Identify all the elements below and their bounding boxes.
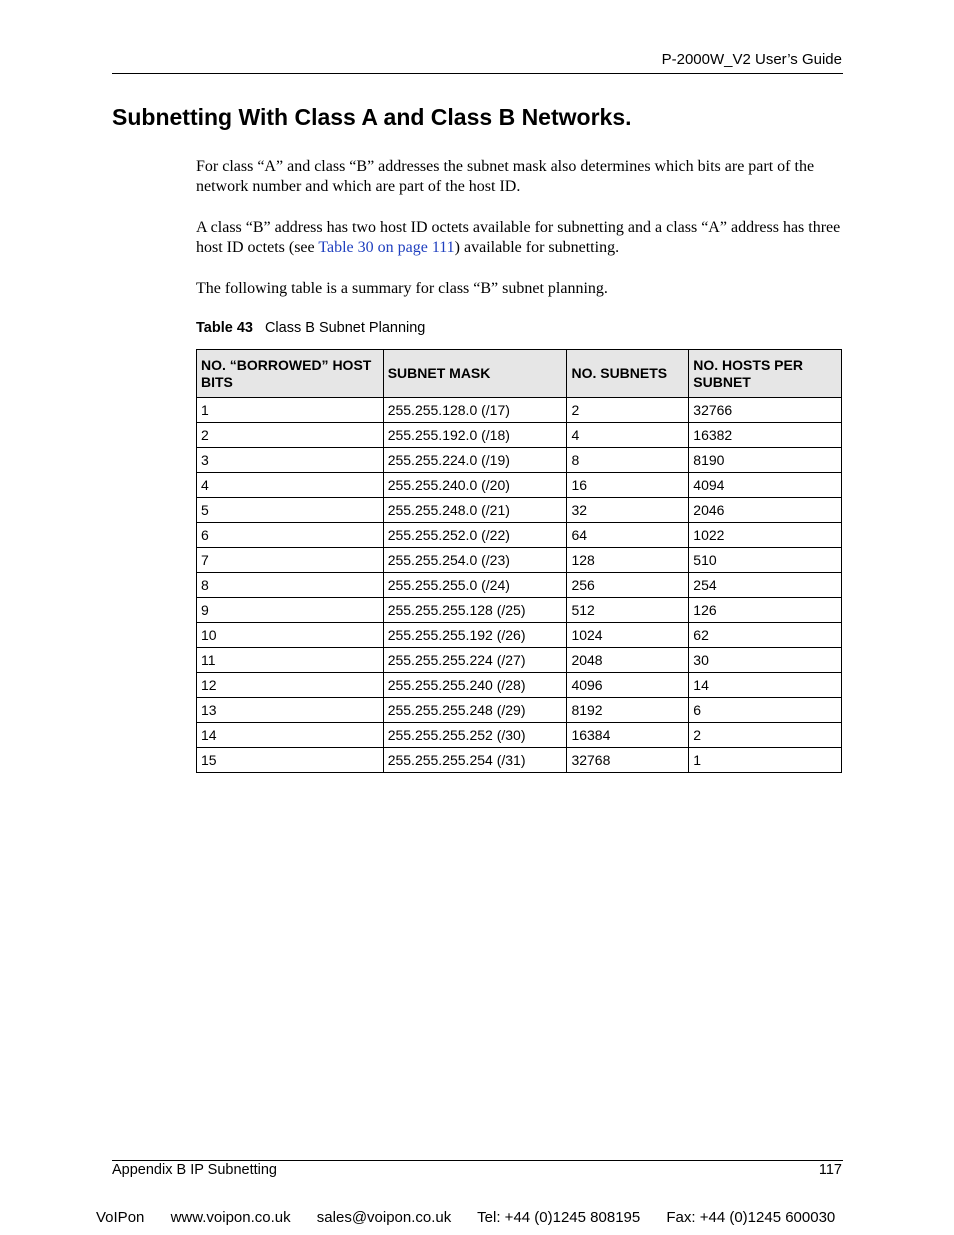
paragraph-2-text-start: A class “B” address has two host ID octets available for subnetting and a class “A” address has three host ID octets (see [196,219,841,256]
table-row [197,623,842,648]
table-header-row [197,350,842,398]
cell-subnet-mask: 255.255.255.128 (/25) [383,598,567,623]
cell-borrowed-bits: 1 [197,398,384,423]
cell-no-subnets: 128 [567,548,689,573]
cell-no-subnets: 16 [567,473,689,498]
paragraph-1: For class “A” and class “B” addresses the subnet mask also determines which bits are part of the network number and which are part of the host ID. [196,158,815,195]
cell-hosts-per-subnet: 6 [689,698,842,723]
table-row [197,548,842,573]
table-row [197,698,842,723]
cell-subnet-mask: 255.255.248.0 (/21) [383,498,567,523]
header-subnet-mask: SUBNET MASK [383,350,567,398]
header-rule [112,73,843,74]
cell-subnet-mask: 255.255.128.0 (/17) [383,398,567,423]
cell-borrowed-bits: 3 [197,448,384,473]
cell-borrowed-bits: 11 [197,648,384,673]
cell-subnet-mask: 255.255.224.0 (/19) [383,448,567,473]
cell-subnet-mask: 255.255.255.252 (/30) [383,723,567,748]
cell-hosts-per-subnet: 32766 [689,398,842,423]
cell-subnet-mask: 255.255.255.0 (/24) [383,573,567,598]
table-row [197,748,842,773]
cell-borrowed-bits: 5 [197,498,384,523]
cell-subnet-mask: 255.255.192.0 (/18) [383,423,567,448]
footer-rule [112,1160,843,1161]
cell-borrowed-bits: 6 [197,523,384,548]
cell-borrowed-bits: 15 [197,748,384,773]
table-row [197,648,842,673]
running-header: P-2000W_V2 User’s Guide [661,51,842,68]
cell-no-subnets: 64 [567,523,689,548]
table-row [197,598,842,623]
table-row [197,448,842,473]
table-row [197,573,842,598]
table-caption [196,320,425,336]
cell-subnet-mask: 255.255.240.0 (/20) [383,473,567,498]
cell-borrowed-bits: 8 [197,573,384,598]
cell-subnet-mask: 255.255.255.192 (/26) [383,623,567,648]
cell-no-subnets: 2 [567,398,689,423]
table-30-link[interactable]: Table 30 on page 111 [318,239,455,256]
table-row [197,398,842,423]
cell-no-subnets: 32 [567,498,689,523]
paragraph-2 [196,218,844,258]
cell-borrowed-bits: 10 [197,623,384,648]
table-row [197,423,842,448]
paragraph-3: The following table is a summary for class “B” subnet planning. [196,280,608,297]
header-hosts-per-subnet: NO. HOSTS PER SUBNET [689,350,842,398]
cell-subnet-mask: 255.255.252.0 (/22) [383,523,567,548]
class-b-subnet-table [196,349,842,773]
cell-hosts-per-subnet: 1 [689,748,842,773]
table-row [197,723,842,748]
cell-hosts-per-subnet: 14 [689,673,842,698]
cell-subnet-mask: 255.255.255.224 (/27) [383,648,567,673]
email-link[interactable]: sales@voipon.co.uk [316,1209,452,1226]
cell-hosts-per-subnet: 62 [689,623,842,648]
cell-hosts-per-subnet: 2046 [689,498,842,523]
header-borrowed-host-bits: NO. “BORROWED” HOST BITS [197,350,384,398]
cell-hosts-per-subnet: 16382 [689,423,842,448]
cell-hosts-per-subnet: 30 [689,648,842,673]
cell-borrowed-bits: 4 [197,473,384,498]
cell-subnet-mask: 255.255.255.254 (/31) [383,748,567,773]
cell-no-subnets: 8192 [567,698,689,723]
cell-no-subnets: 4096 [567,673,689,698]
table-row [197,523,842,548]
cell-no-subnets: 8 [567,448,689,473]
cell-hosts-per-subnet: 126 [689,598,842,623]
cell-no-subnets: 1024 [567,623,689,648]
cell-hosts-per-subnet: 254 [689,573,842,598]
cell-no-subnets: 512 [567,598,689,623]
cell-no-subnets: 32768 [567,748,689,773]
telephone: Tel: +44 (0)1245 808195 [477,1209,641,1226]
table-body [197,398,842,773]
paragraph-2-text-end: ) available for subnetting. [454,239,620,256]
table-row [197,498,842,523]
cell-borrowed-bits: 12 [197,673,384,698]
cell-hosts-per-subnet: 1022 [689,523,842,548]
cell-hosts-per-subnet: 4094 [689,473,842,498]
cell-no-subnets: 256 [567,573,689,598]
cell-no-subnets: 16384 [567,723,689,748]
cell-subnet-mask: 255.255.255.248 (/29) [383,698,567,723]
website-link[interactable]: www.voipon.co.uk [170,1209,291,1226]
fax: Fax: +44 (0)1245 600030 [666,1209,836,1226]
page-number: 117 [818,1162,842,1178]
table-row [197,473,842,498]
cell-borrowed-bits: 13 [197,698,384,723]
table-caption-title: Class B Subnet Planning [264,320,426,336]
cell-hosts-per-subnet: 510 [689,548,842,573]
cell-no-subnets: 2048 [567,648,689,673]
cell-borrowed-bits: 2 [197,423,384,448]
section-title: Subnetting With Class A and Class B Networks. [112,104,632,130]
cell-subnet-mask: 255.255.255.240 (/28) [383,673,567,698]
cell-borrowed-bits: 14 [197,723,384,748]
company-name: VoIPon [96,1209,145,1226]
header-no-subnets: NO. SUBNETS [567,350,689,398]
contact-line [96,1209,857,1226]
cell-borrowed-bits: 7 [197,548,384,573]
cell-no-subnets: 4 [567,423,689,448]
table-row [197,673,842,698]
footer-chapter: Appendix B IP Subnetting [112,1162,277,1178]
cell-borrowed-bits: 9 [197,598,384,623]
cell-hosts-per-subnet: 2 [689,723,842,748]
cell-hosts-per-subnet: 8190 [689,448,842,473]
table-caption-number: Table 43 [196,320,253,336]
cell-subnet-mask: 255.255.254.0 (/23) [383,548,567,573]
